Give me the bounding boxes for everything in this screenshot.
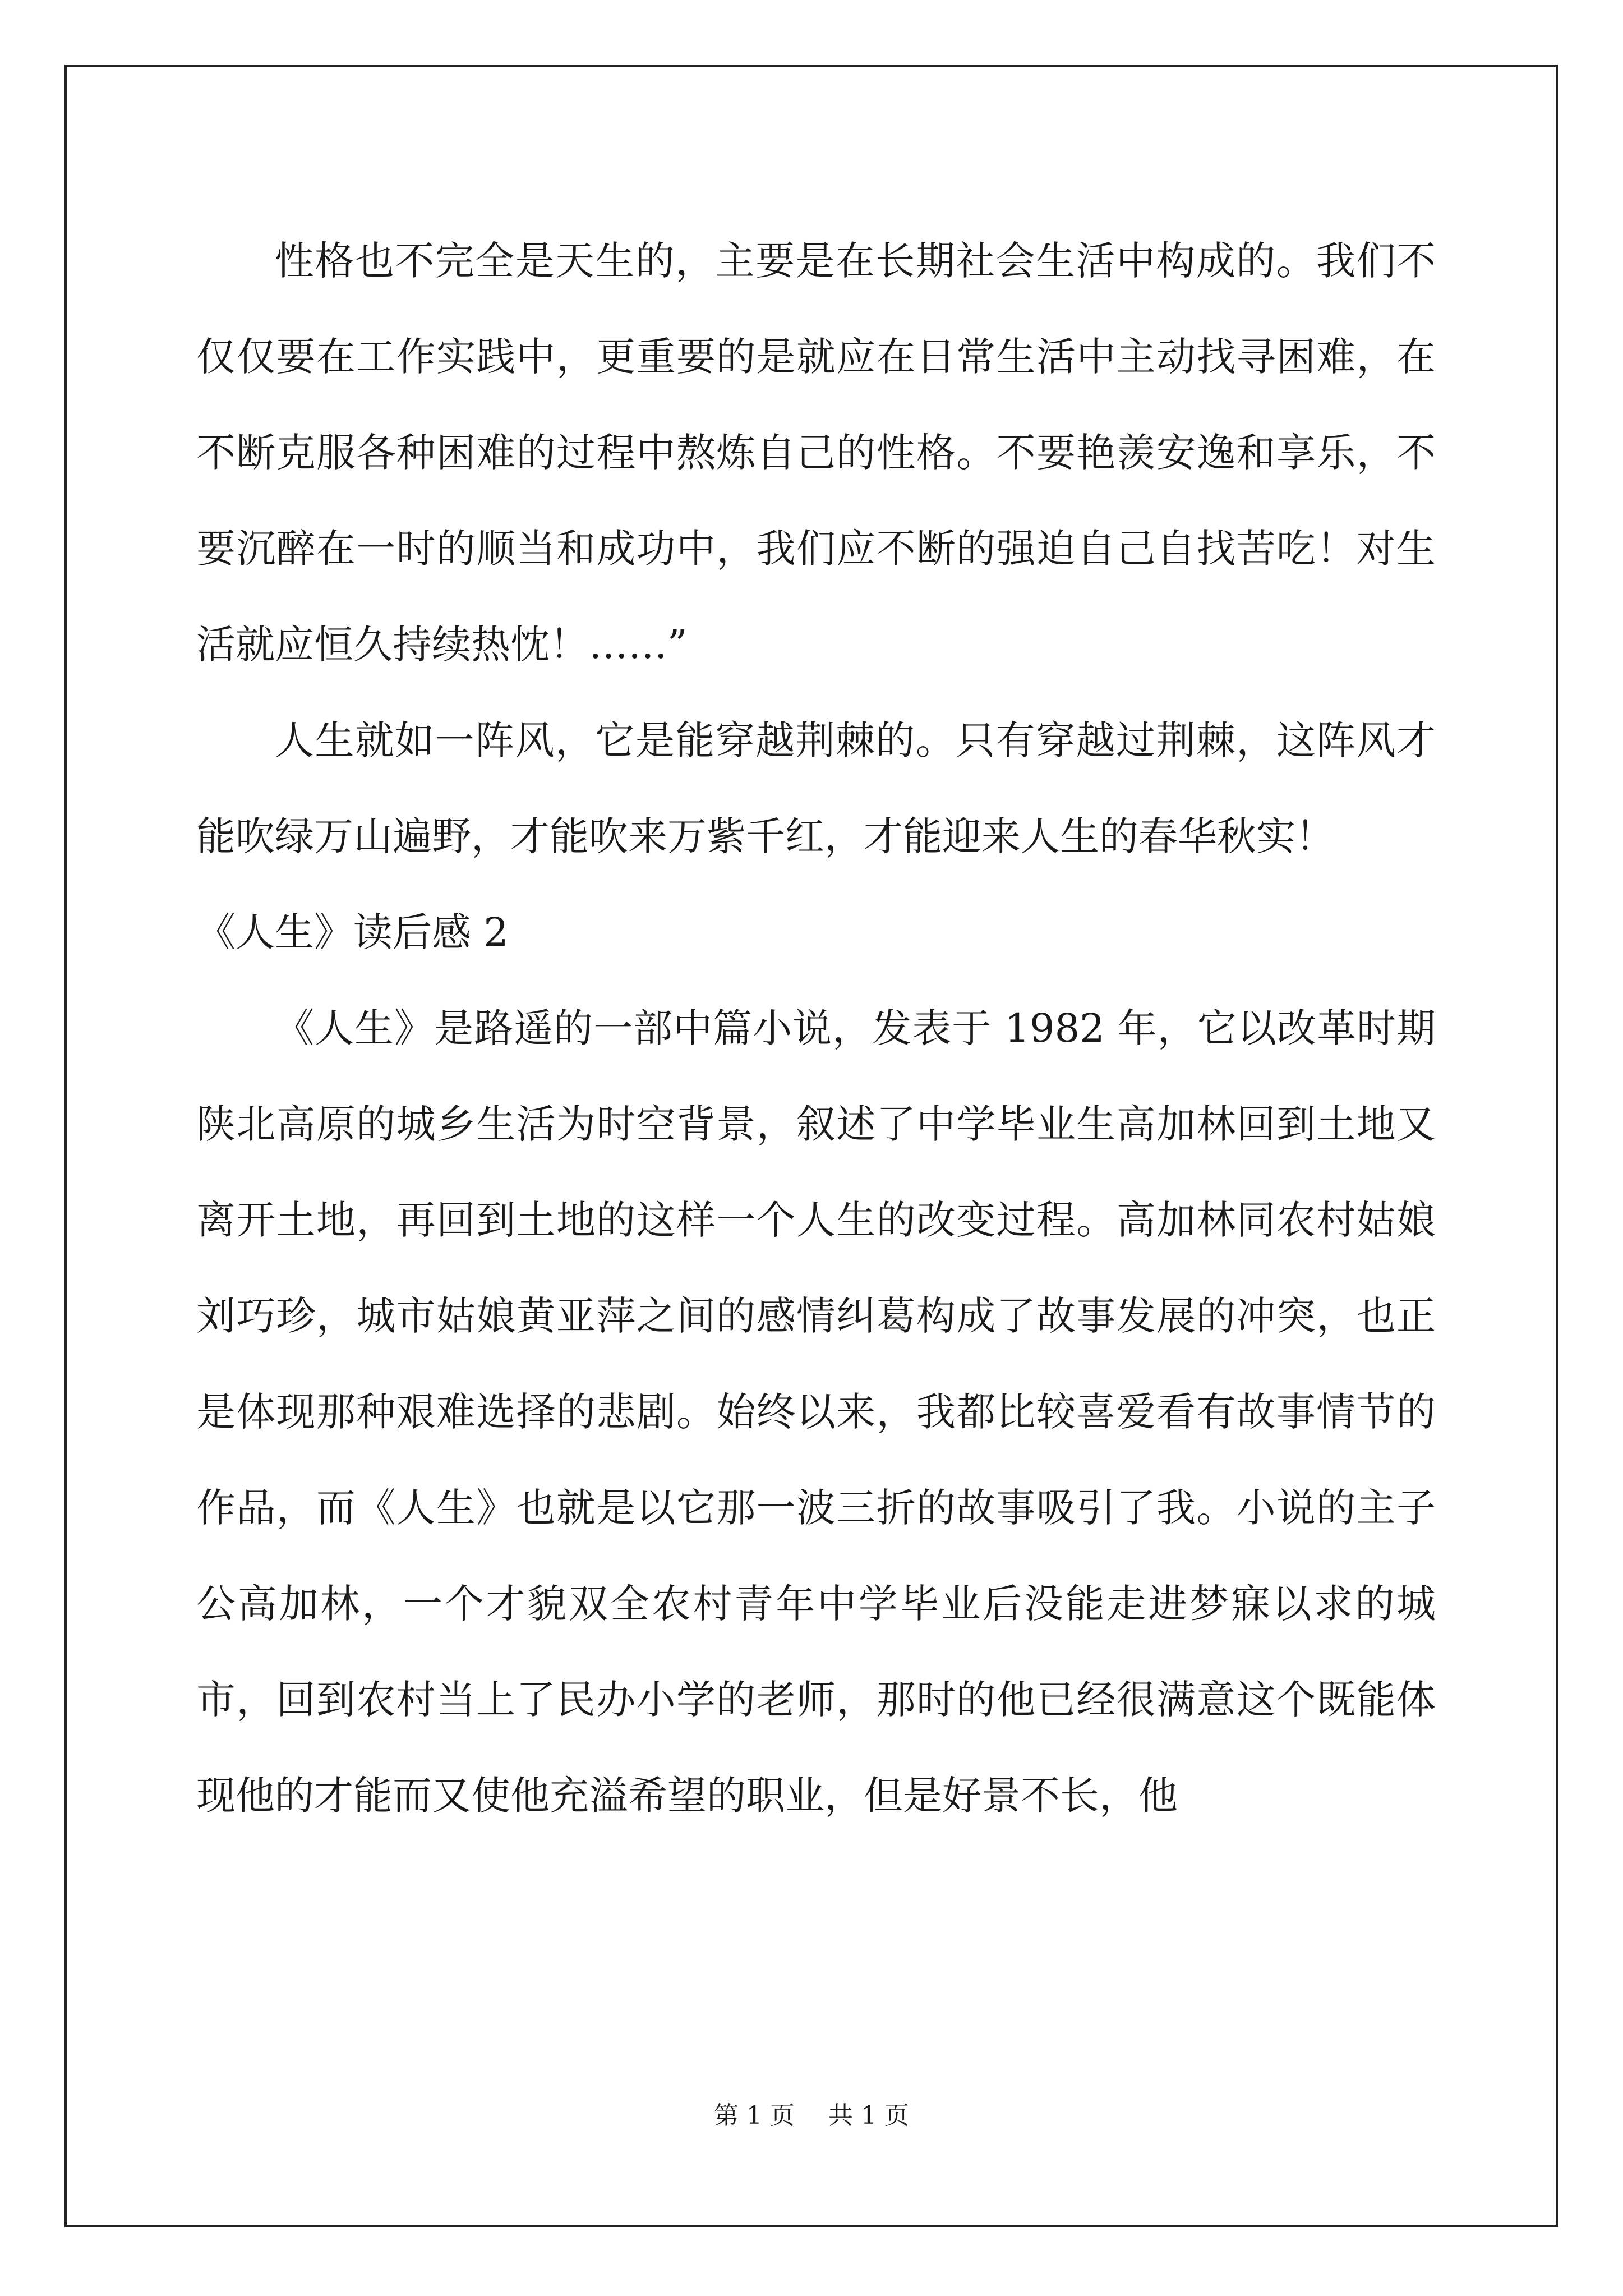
page-total: 共 1 页 bbox=[828, 2101, 909, 2130]
paragraph: 性格也不完全是天生的，主要是在长期社会生活中构成的。我们不仅仅要在工作实践中，更重要的是就应在日常生活中主动找寻困难，在不断克服各种困难的过程中熬炼自己的性格。不要艳羡安逸和享乐，不要沉醉在一时的顺当和成功中，我们应不断的强迫自己自找苦吃！对生活就应恒久持续热忱！……” bbox=[196, 238, 1436, 668]
paragraph: 人生就如一阵风，它是能穿越荆棘的。只有穿越过荆棘，这阵风才能吹绿万山遍野，才能吹来万紫千红，才能迎来人生的春华秋实！ bbox=[196, 717, 1436, 859]
section-heading: 《人生》读后感 2 bbox=[196, 909, 509, 955]
page-number: 第 1 页 bbox=[714, 2101, 795, 2130]
document-body bbox=[196, 213, 1436, 1844]
page-footer bbox=[0, 2095, 1623, 2131]
paragraph: 《人生》是路遥的一部中篇小说，发表于 1982 年，它以改革时期陕北高原的城乡生活为时空背景，叙述了中学毕业生高加林回到土地又离开土地，再回到土地的这样一个人生的改变过程。高加林同农村姑娘刘巧珍，城市姑娘黄亚萍之间的感情纠葛构成了故事发展的冲突，也正是体现那种艰难选择的悲剧。始终以来，我都比较喜爱看有故事情节的作品，而《人生》也就是以它那一波三折的故事吸引了我。小说的主子公高加林，一个才貌双全农村青年中学毕业后没能走进梦寐以求的城市，回到农村当上了民办小学的老师，那时的他已经很满意这个既能体现他的才能而又使他充溢希望的职业，但是好景不长，他 bbox=[196, 1005, 1436, 1819]
